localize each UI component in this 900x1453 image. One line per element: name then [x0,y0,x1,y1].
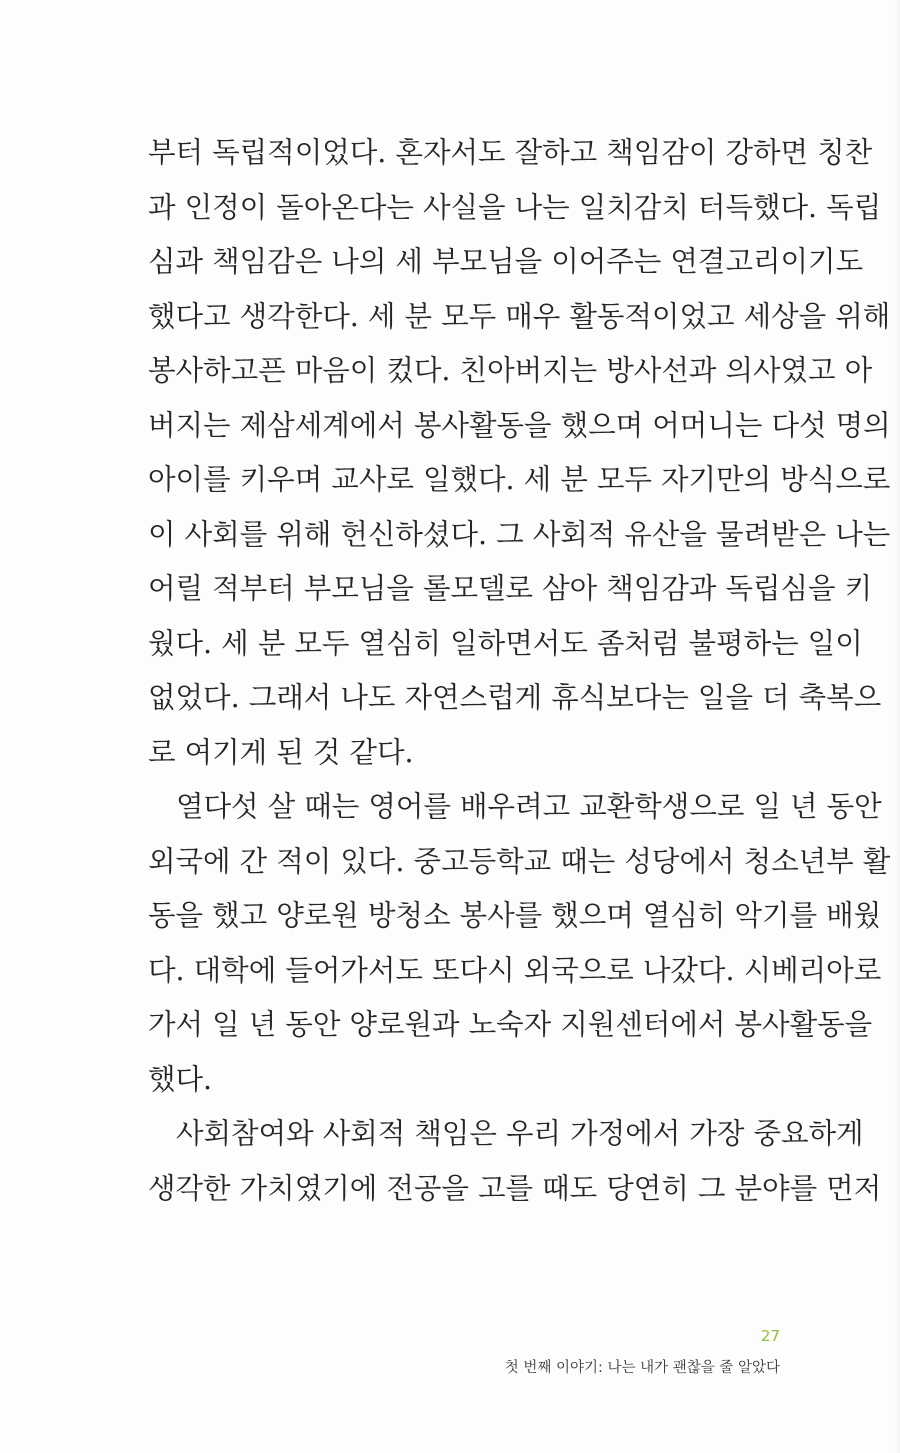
text-line: 웠다. 세 분 모두 열심히 일하면서도 좀처럼 불평하는 일이 [148,626,863,660]
text-line: 아이를 키우며 교사로 일했다. 세 분 모두 자기만의 방식으로 [148,463,891,496]
text-line: 심과 책임감은 나의 세 부모님을 이어주는 연결고리이기도 [148,245,864,278]
text-line: 사회참여와 사회적 책임은 우리 가정에서 가장 중요하게 [176,1117,864,1150]
text-line: 열다섯 살 때는 영어를 배우려고 교환학생으로 일 년 동안 [176,790,882,823]
text-line: 로 여기게 된 것 같다. [148,735,414,769]
text-line: 어릴 적부터 부모님을 롤모델로 삼아 책임감과 독립심을 키 [148,572,873,605]
text-line: 동을 했고 양로원 방청소 봉사를 했으며 열심히 악기를 배웠 [148,899,882,932]
text-line: 했다. [148,1062,213,1096]
body-text [148,126,891,1216]
text-line: 버지는 제삼세계에서 봉사활동을 했으며 어머니는 다섯 명의 [148,408,891,442]
text-line: 했다고 생각한다. 세 분 모두 매우 활동적이었고 세상을 위해 [148,299,891,333]
text-line: 봉사하고픈 마음이 컸다. 친아버지는 방사선과 의사였고 아 [148,354,873,387]
text-line: 가서 일 년 동안 양로원과 노숙자 지원센터에서 봉사활동을 [148,1008,873,1041]
text-line: 과 인정이 돌아온다는 사실을 나는 일치감치 터득했다. 독립 [148,190,882,224]
running-footer-title: 첫 번째 이야기: 나는 내가 괜찮을 줄 알았다 [504,1360,780,1376]
text-line: 외국에 간 적이 있다. 중고등학교 때는 성당에서 청소년부 활 [148,844,891,878]
text-line: 없었다. 그래서 나도 자연스럽게 휴식보다는 일을 더 축복으 [148,681,882,714]
page-edge-shadow [894,0,900,1453]
text-line: 이 사회를 위해 헌신하셨다. 그 사회적 유산을 물려받은 나는 [148,517,891,551]
page-number: 27 [760,1327,780,1345]
text-line: 부터 독립적이었다. 혼자서도 잘하고 책임감이 강하면 칭찬 [148,136,873,169]
text-line: 다. 대학에 들어가서도 또다시 외국으로 나갔다. 시베리아로 [148,953,882,987]
text-line: 생각한 가치였기에 전공을 고를 때도 당연히 그 분야를 먼저 [148,1171,882,1205]
